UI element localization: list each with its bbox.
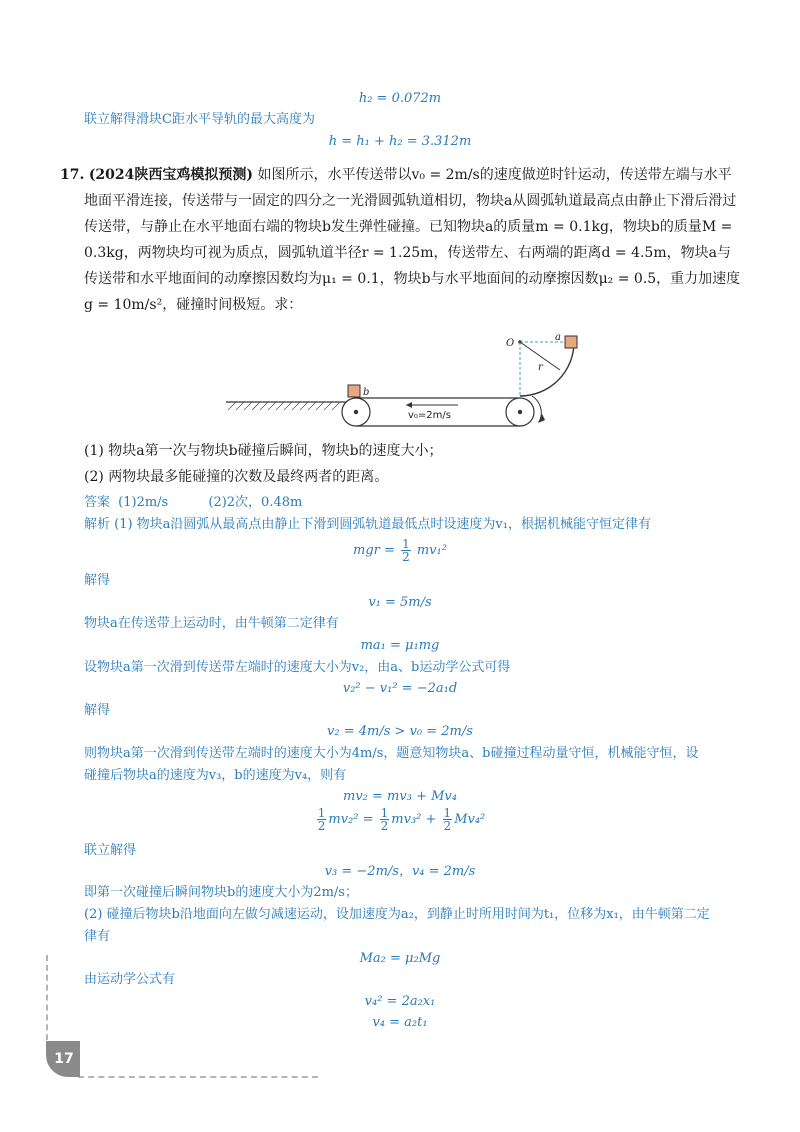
equation-kinematics2: v₄² = 2a₂x₁ (364, 994, 436, 1009)
solution-s3: 物块a在传送带上运动时，由牛顿第二定律有 (84, 616, 339, 631)
equation-h-total: h = h₁ + h₂ = 3.312m (328, 134, 472, 149)
label-r: r (538, 362, 543, 373)
answer-1: (1)2m/s (118, 495, 169, 510)
equation-v1: v₁ = 5m/s (368, 595, 432, 610)
solution-s2: 解得 (84, 573, 111, 588)
solution-s5: 解得 (84, 703, 111, 718)
equation-newton1: ma₁ = μ₁mg (360, 638, 440, 653)
equation-v2: v₂ = 4m/s > v₀ = 2m/s (327, 724, 473, 739)
equation-kinematics3: v₄ = a₂t₁ (372, 1015, 428, 1030)
label-v0: v₀=2m/s (408, 410, 451, 421)
answer-2: (2)2次，0.48m (208, 495, 303, 510)
equation-newton2: Ma₂ = μ₂Mg (359, 951, 441, 966)
problem-number: 17. (60, 167, 85, 183)
solution-s4: 设物块a第一次滑到传送带左端时的速度大小为v₂，由a、b运动学公式可得 (84, 660, 511, 675)
page-border-horizontal (78, 1076, 318, 1078)
label-b: b (363, 387, 370, 398)
answer-line (84, 494, 302, 512)
equation-energy: mgr = $\frac{1}{2}$ mv₁² (353, 537, 447, 564)
solution-s1: 解析 (1) 物块a沿圆弧从最高点由静止下滑到圆弧轨道最低点时设速度为v₁，根据机械能守恒定律有 (84, 517, 651, 532)
equation-v3-v4: v₃ = −2m/s，v₄ = 2m/s (324, 864, 476, 879)
solution-s9: 即第一次碰撞后瞬间物块b的速度大小为2m/s； (84, 885, 358, 900)
solution-s12: 由运动学公式有 (84, 972, 176, 987)
page-border-vertical (46, 955, 48, 1050)
equation-momentum: mv₂ = mv₃ + Mv₄ (343, 789, 457, 804)
problem-source: (2024陕西宝鸡模拟预测) (88, 167, 254, 183)
problem-17 (60, 162, 744, 318)
label-a: a (555, 332, 561, 343)
solution-s6: 则物块a第一次滑到传送带左端时的速度大小为4m/s，题意知物块a、b碰撞过程动量守恒，机械能守恒，设 (84, 746, 699, 761)
solution-s10: (2) 碰撞后物块b沿地面向左做匀减速运动，设加速度为a₂，到静止时所用时间为t₁，位移为x₁，由牛顿第二定 (84, 907, 710, 922)
solution-s7: 碰撞后物块a的速度为v₃，b的速度为v₄，则有 (84, 768, 347, 783)
solution-s11: 律有 (84, 929, 111, 944)
problem-figure (222, 330, 592, 435)
label-O: O (506, 338, 515, 349)
question-2: (2) 两物块最多能碰撞的次数及最终两者的距离。 (84, 469, 389, 485)
block-a (565, 336, 577, 348)
solution-s8: 联立解得 (84, 843, 137, 858)
ground-hatch (228, 402, 340, 410)
equation-energy-conservation: $\frac{1}{2}$ mv₂² = $\frac{1}{2}$ mv₃² + $\frac{1}{2}$ Mv₄² (317, 806, 486, 833)
problem-text: 如图所示，水平传送带以v₀ = 2m/s的速度做逆时针运动，传送带左端与水平地面平滑连接，传送带与一固定的四分之一光滑圆弧轨道相切，物块a从圆弧轨道最高点由静止下滑后滑过传送带，与静止在水平地面右端的物块b发生弹性碰撞。已知物块a的质量m = 0.1kg，物块b的质量M = 0.3kg，两物块均可视为质点，圆弧轨道半径r = 1.25m，传送带左、右两端的距离d = 4.5m，物块a与传送带和水平地面间的动摩擦因数均为μ₁ = 0.1，物块b与水平地面间的动摩擦因数μ₂ = 0.5，重力加速度g = 10m/s²，碰撞时间极短。求： (84, 167, 741, 313)
answer-label: 答案 (84, 495, 111, 510)
equation-h2: h₂ = 0.072m (358, 91, 442, 106)
question-1: (1) 物块a第一次与物块b碰撞后瞬间，物块b的速度大小； (84, 443, 443, 459)
page-number: 17 (46, 1041, 80, 1077)
block-b (348, 385, 360, 397)
equation-kinematics1: v₂² − v₁² = −2a₁d (342, 681, 458, 696)
prev-conclusion: 联立解得滑块C距水平导轨的最大高度为 (84, 112, 315, 127)
